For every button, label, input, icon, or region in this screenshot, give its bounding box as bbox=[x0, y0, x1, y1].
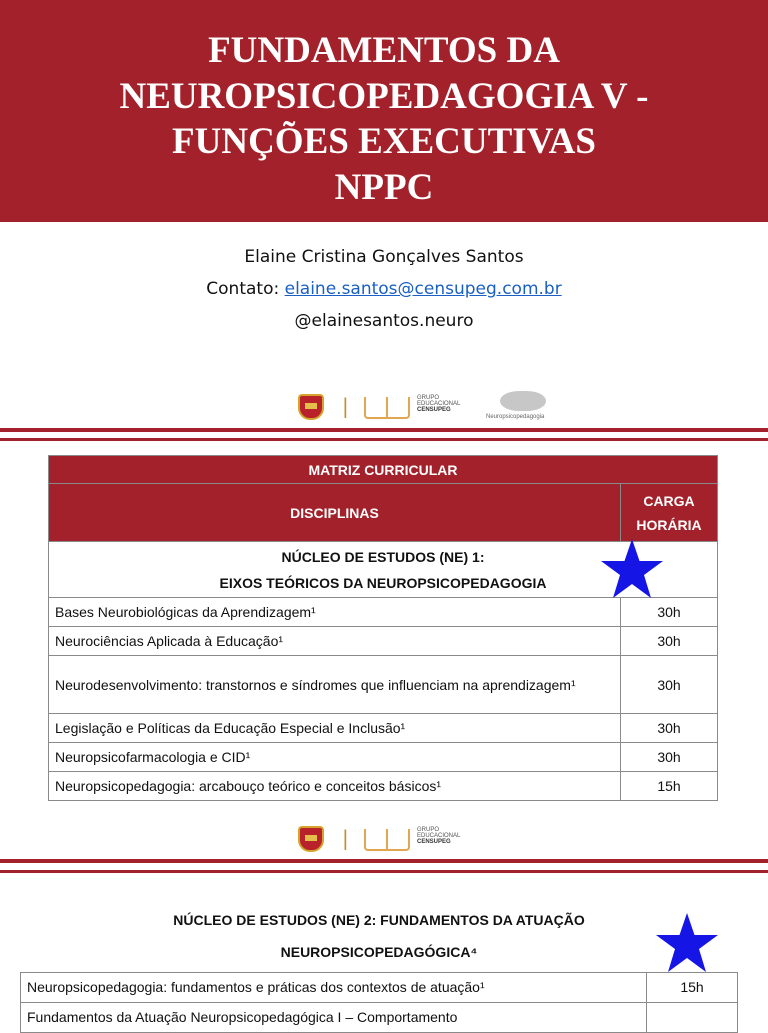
divider-stripe bbox=[0, 428, 768, 432]
star-icon bbox=[655, 912, 719, 974]
curriculum-table bbox=[48, 455, 718, 801]
discipline-name: Neurociências Aplicada à Educação¹ bbox=[49, 627, 621, 656]
presentation-title bbox=[0, 28, 768, 210]
discipline-name: Neuropsicofarmacologia e CID¹ bbox=[49, 743, 621, 772]
discipline-hours: 30h bbox=[621, 627, 718, 656]
table-row bbox=[49, 772, 718, 801]
core-line: NÚCLEO DE ESTUDOS (NE) 1: bbox=[281, 548, 485, 565]
table-row bbox=[49, 714, 718, 743]
title-banner bbox=[0, 0, 768, 222]
title-line: NEUROPSICOPEDAGOGIA V - bbox=[119, 75, 649, 117]
header-line: HORÁRIA bbox=[636, 516, 702, 533]
contact-label: Contato: bbox=[206, 279, 285, 299]
star-icon bbox=[600, 538, 664, 600]
grupo-line: GRUPO bbox=[417, 827, 440, 833]
logo-strip bbox=[0, 381, 768, 433]
tree-logo-icon bbox=[500, 391, 546, 411]
discipline-name: Bases Neurobiológicas da Aprendizagem¹ bbox=[49, 598, 621, 627]
grupo-line: EDUCACIONAL bbox=[417, 833, 461, 839]
table-row bbox=[49, 656, 718, 714]
table-row bbox=[49, 598, 718, 627]
matrix-title: MATRIZ CURRICULAR bbox=[49, 456, 718, 484]
discipline-name: Fundamentos da Atuação Neuropsicopedagógica I – Comportamento bbox=[21, 1002, 647, 1032]
grupo-logo-text bbox=[417, 395, 460, 413]
table-row bbox=[21, 972, 738, 1002]
divider-stripe bbox=[0, 870, 768, 873]
grupo-line bbox=[417, 839, 460, 845]
discipline-hours: 30h bbox=[621, 598, 718, 627]
discipline-name: Neuropsicopedagogia: fundamentos e práticas dos contextos de atuação¹ bbox=[21, 972, 647, 1002]
tree-logo-label: Neuropsicopedagogia bbox=[486, 414, 545, 420]
grupo-brand: CENSUPEG bbox=[417, 407, 451, 413]
discipline-hours: 30h bbox=[621, 714, 718, 743]
censupeg-shield-icon bbox=[298, 394, 324, 420]
core-heading bbox=[21, 900, 738, 972]
core-line: NÚCLEO DE ESTUDOS (NE) 2: FUNDAMENTOS DA ATUAÇÃO bbox=[173, 911, 585, 928]
table-row bbox=[49, 627, 718, 656]
discipline-name: Neurodesenvolvimento: transtornos e síndromes que influenciam na aprendizagem¹ bbox=[49, 656, 621, 714]
grupo-line bbox=[417, 407, 460, 413]
column-header-disciplines: DISCIPLINAS bbox=[49, 484, 621, 542]
grupo-line: EDUCACIONAL bbox=[417, 401, 461, 407]
discipline-hours: 15h bbox=[621, 772, 718, 801]
divider-stripe bbox=[0, 438, 768, 441]
title-line: FUNDAMENTOS DA bbox=[208, 30, 560, 71]
title-line: FUNÇÕES EXECUTIVAS bbox=[172, 121, 596, 162]
divider-icon: | bbox=[342, 826, 349, 850]
header-line: CARGA bbox=[643, 492, 695, 509]
book-icon bbox=[364, 397, 410, 419]
curriculum-table-2 bbox=[20, 900, 738, 1033]
censupeg-shield-icon bbox=[298, 826, 324, 852]
core-line: NEUROPSICOPEDAGÓGICA⁴ bbox=[280, 943, 478, 960]
column-header-hours bbox=[621, 484, 718, 542]
author-contact bbox=[0, 279, 768, 299]
discipline-hours: 30h bbox=[621, 656, 718, 714]
author-name: Elaine Cristina Gonçalves Santos bbox=[244, 247, 524, 267]
discipline-name: Neuropsicopedagogia: arcabouço teórico e conceitos básicos¹ bbox=[49, 772, 621, 801]
discipline-hours: 15h bbox=[647, 972, 738, 1002]
discipline-hours: 30h bbox=[621, 743, 718, 772]
divider-stripe bbox=[0, 859, 768, 863]
discipline-name: Legislação e Políticas da Educação Especial e Inclusão¹ bbox=[49, 714, 621, 743]
divider-icon: | bbox=[342, 394, 349, 418]
grupo-brand: CENSUPEG bbox=[417, 839, 451, 845]
grupo-line: GRUPO bbox=[417, 395, 440, 401]
table-row bbox=[49, 743, 718, 772]
email-link[interactable]: elaine.santos@censupeg.com.br bbox=[284, 279, 562, 299]
table-row bbox=[21, 1002, 738, 1032]
author-instagram: @elainesantos.neuro bbox=[294, 311, 474, 331]
title-line: NPPC bbox=[334, 166, 434, 208]
book-icon bbox=[364, 829, 410, 851]
grupo-logo-text bbox=[417, 827, 460, 845]
core-line: EIXOS TEÓRICOS DA NEUROPSICOPEDAGOGIA bbox=[219, 574, 547, 591]
discipline-hours bbox=[647, 1002, 738, 1032]
